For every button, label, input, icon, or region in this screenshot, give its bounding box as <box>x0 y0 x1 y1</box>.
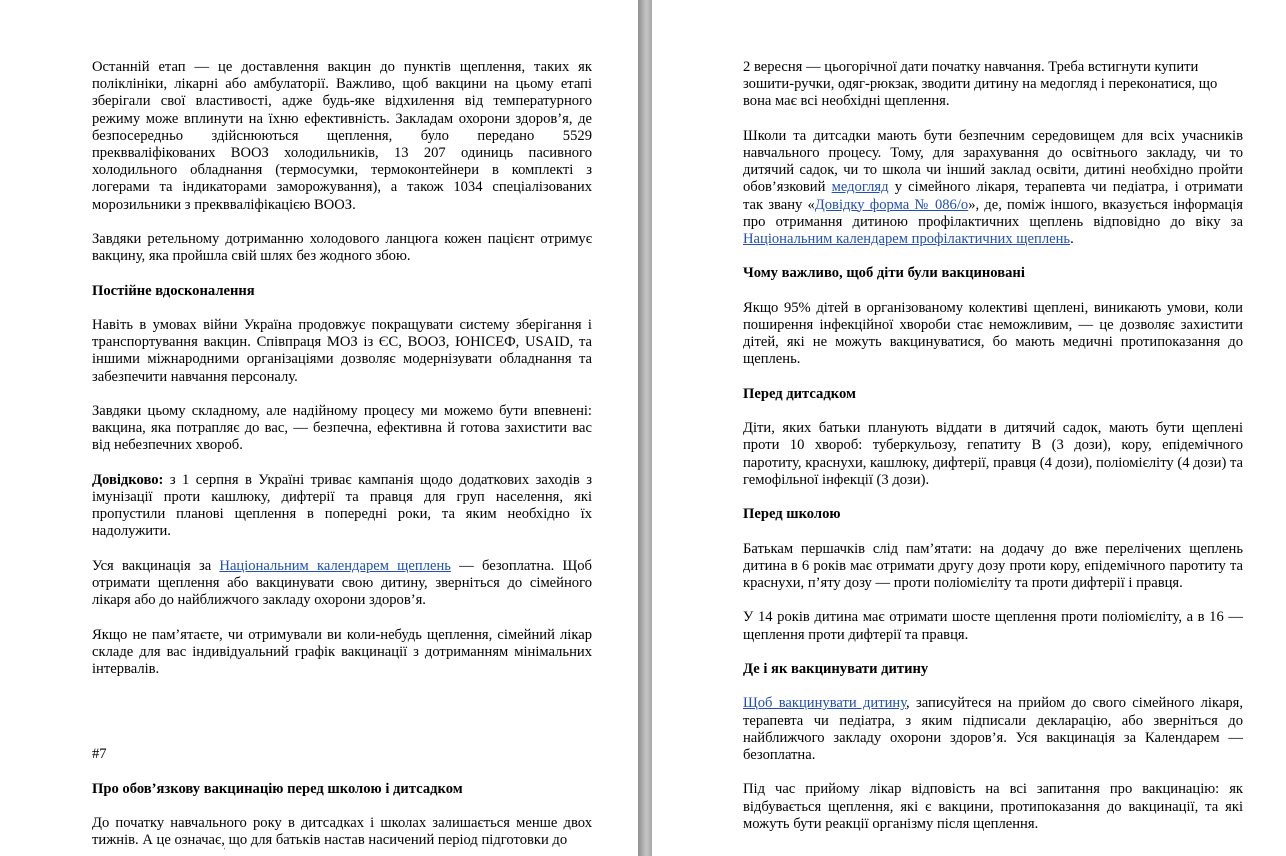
document-page-left <box>0 0 638 856</box>
note-label: Довідково: <box>92 471 164 488</box>
text-span: у сімейного лікаря, терапевта чи педіатра, і отримати так звану « <box>743 179 1243 213</box>
text-span: Школи та дитсадки мають бути безпечним середовищем для всіх учасників навчального процесу. Тому, для зарахування до освітнього закладу, чи то дитячий садок, чи то школа чи інший заклад освіти, дитині необхідно пройти обов’язковий <box>743 127 1243 196</box>
paragraph-last-stage: Останній етап — це доставлення вакцин до пунктів щеплення, таких як поліклініки, лікарні або амбулаторії. Важливо, щоб вакцини на цьому етапі зберігали свої властивості, адже будь-яке відхилення від температурного режиму може вплинути на їхню ефективність. Закладам охорони здоров’я, де безпосередньо здійснюються щеплення, було передано 5529 преквваліфікованих ВООЗ холодильників, 13 207 одиниць пасивного холодильного обладнання (термосумки, термоконтейнери в комплекті з логерами та індикаторами заморожування), а також 1034 спеціалізованих морозильники з преквваліфікацією ВООЗ. <box>92 59 592 213</box>
paragraph-herd-immunity: Якщо 95% дітей в організованому колективі щеплені, виникають умови, коли поширення інфекційної хвороби стає неможливим, — це дозволяє захистити дітей, які не можуть вакцинуватися, бо мають медичні протипоказання до щеплень. <box>743 299 1243 368</box>
page-left-body <box>92 59 592 856</box>
page-right-body <box>743 59 1243 850</box>
paragraph-doctor-answers: Під час прийому лікар відповість на всі запитання про вакцинацію: як відбувається щеплення, які є вакцини, протипоказання до вакцинації, та які можуть бути реакції організму після щеплення. <box>743 781 1243 832</box>
heading-before-kindergarten: Перед дитсадком <box>743 385 856 402</box>
paragraph-age-14: У 14 років дитина має отримати шосте щеплення проти поліомієліту, а в 16 — щеплення проти дифтерії та правця. <box>743 609 1243 643</box>
heading-where-how: Де і як вакцинувати дитину <box>743 660 929 677</box>
text-span: », де, поміж іншого, вказується інформація про отримання дитиною профілактичних щеплень відповідно до віку за <box>743 196 1243 230</box>
section-number: #7 <box>92 746 107 763</box>
paragraph-how-to-vaccinate <box>743 695 1243 764</box>
text-span: , записуйтеся на прийом до свого сімейного лікаря, терапевта чи педіатра, з яким підписали декларацію, або зверніться до найближчого закладу охорони здоров’я. Уся вакцинація за Календарем — безоплатна. <box>743 695 1243 763</box>
paragraph-improvement: Навіть в умовах війни Україна продовжує покращувати систему зберігання і транспортування вакцин. Співпраця МОЗ із ЄС, ВООЗ, ЮНІСЕФ, USAID, та іншими міжнародними організаціями дозволяє модернізувати обладнання та забезпечити навчання персоналу. <box>92 317 592 385</box>
link-national-prophylactic-calendar[interactable]: Національним календарем профілактичних щеплень <box>743 231 1071 248</box>
heading-improvement: Постійне вдосконалення <box>92 282 255 299</box>
heading-school-vaccination: Про обов’язкову вакцинацію перед школою і дитсадком <box>92 780 463 797</box>
heading-why-vaccinate: Чому важливо, щоб діти були вакциновані <box>743 265 1025 282</box>
paragraph-september: 2 вересня — цьогорічної дати початку навчання. Треба встигнути купити зошити-ручки, одяг-рюкзак, зводити дитину на медогляд і переконатися, що вона має всі необхідні щеплення. <box>743 59 1218 110</box>
paragraph-individual-schedule: Якщо не пам’ятаєте, чи отримували ви коли-небудь щеплення, сімейний лікар складе для вас індивідуальний графік вакцинації з дотриманням мінімальних інтервалів. <box>92 626 592 677</box>
paragraph-note <box>92 472 592 541</box>
link-vaccinate-child[interactable]: Щоб вакцинувати дитину <box>743 695 907 712</box>
paragraph-cold-chain: Завдяки ретельному дотриманню холодового ланцюга кожен пацієнт отримує вакцину, яка пройшла свій шлях без жодного збою. <box>92 231 592 265</box>
page-gutter <box>638 0 652 856</box>
text-span: — безоплатна. Щоб отримати щеплення або вакцинувати свою дитину, зверніться до сімейного лікаря або до найближчого закладу охорони здоров’я. <box>92 557 592 609</box>
spacer <box>92 695 592 746</box>
note-text: з 1 серпня в Україні триває кампанія щодо додаткових заходів з імунізації проти кашлюку, дифтерії та правця для груп населення, які пропустили планові щеплення в попередні роки, та яким необхідно їх надолужити. <box>92 471 592 540</box>
paragraph-free-vaccination <box>92 558 592 610</box>
text-span: що для батьків настав насичений період підготовки до <box>224 832 568 849</box>
paragraph-school-start <box>92 815 592 849</box>
link-form-086[interactable]: Довідку форма № 086/о <box>814 196 969 213</box>
heading-before-school: Перед школою <box>743 506 841 523</box>
paragraph-safe-environment <box>743 128 1243 248</box>
paragraph-confidence: Завдяки цьому складному, але надійному процесу ми можемо бути впевнені: вакцина, яка потрапляє до вас, — безпечна, ефективна й готова захистити вас від небезпечних хвороб. <box>92 403 592 454</box>
spellcheck-mark: , <box>221 832 225 849</box>
text-span: . <box>1070 231 1074 248</box>
text-span: Уся вакцинація за <box>92 557 220 574</box>
link-medical-exam[interactable]: медогляд <box>831 179 889 196</box>
paragraph-kindergarten: Діти, яких батьки планують віддати в дитячий садок, мають бути щеплені проти 10 хвороб: туберкульозу, гепатиту В (3 дози), кору, епідемічного паротиту, краснухи, кашлюку, дифтерії, правця (4 дози), поліомієліту (4 дози) та гемофільної інфекції (3 дози). <box>743 420 1243 488</box>
text-span: До початку навчального року в дитсадках і школах залишається менше двох тижнів. А це означає <box>92 815 592 849</box>
document-page-right <box>652 0 1286 856</box>
link-national-calendar[interactable]: Національним календарем щеплень <box>219 557 451 574</box>
paragraph-first-graders: Батькам першачків слід пам’ятати: на додачу до вже перелічених щеплень дитина в 6 років має отримати другу дозу проти кору, епідемічного паротиту та краснухи, п’яту дозу — проти поліомієліту та проти дифтерії і правця. <box>743 540 1243 591</box>
